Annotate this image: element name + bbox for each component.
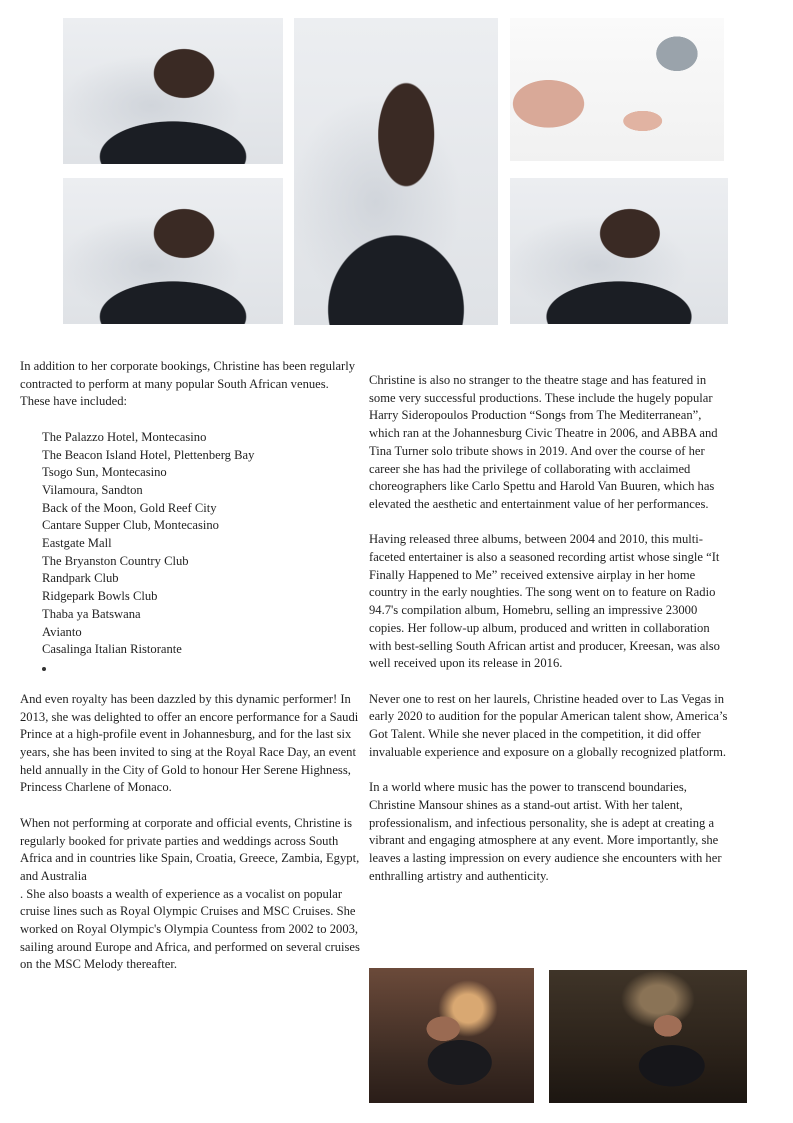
venue-item: Ridgepark Bowls Club [42, 589, 158, 604]
closing-paragraph: In a world where music has the power to transcend boundaries, Christine Mansour shines as a stand-out artist. With her talent, professionalism, and infectious personality, she is adept at creating a vibrant and engaging atmosphere at any event. More importantly, she leaves a lasting impression on every audience she encounters with her enthralling artistry and authenticity. [369, 780, 722, 883]
vegas-paragraph: Never one to rest on her laurels, Christine headed over to Las Vegas in early 2020 to audition for the popular American talent show, America’s Got Talent. While she never placed in the competition, it did offer invaluable experience and exposure on a globally recognized platform. [369, 691, 728, 759]
venue-item: Vilamoura, Sandton [42, 482, 143, 497]
empty-bullet [20, 659, 360, 677]
photo-mid-right [510, 178, 728, 324]
cruise-paragraph: . She also boasts a wealth of experience as a vocalist on popular cruise lines such as Royal Olympic Cruises and MSC Cruises. She worked on Royal Olympic's Olympia Countess from 2002 to 2003, sailing around Europe and Africa, and performed on several cruises on the MSC Melody thereafter. [20, 886, 360, 972]
venue-item: Eastgate Mall [42, 536, 112, 551]
venue-item: Thaba ya Batswana [42, 606, 141, 621]
venue-item: Cantare Supper Club, Montecasino [42, 518, 219, 533]
theatre-paragraph: Christine is also no stranger to the theatre stage and has featured in some very successful productions. These include the hugely popular Harry Sideropoulos Production “Songs from The Mediterranean”, which ran at the Johannesburg Civic Theatre in 2006, and ABBA and Tina Turner solo tribute shows in 2019. And over the course of her career she has had the privilege of collaborating with acclaimed choreographers like Carlo Spettu and Harold Van Buuren, which has elevated the aesthetic and entertainment value of her performances. [369, 373, 718, 511]
venue-item: The Bryanston Country Club [42, 553, 189, 568]
bullet-dot-icon [42, 667, 46, 671]
venue-item: Tsogo Sun, Montecasino [42, 465, 167, 480]
albums-paragraph: Having released three albums, between 2004 and 2010, this multi-faceted entertainer is also a seasoned recording artist whose single “It Finally Happened to Me” received extensive airplay in her home country in the early noughties. The song went on to feature on Radio 94.7's compilation album, Homebru, selling an impressive 23000 copies. Her follow-up album, produced and written in collaboration with best-selling South African artist and producer, Kreesan, was also well received upon its release in 2016. [369, 532, 720, 671]
venues-intro: In addition to her corporate bookings, Christine has been regularly contracted to perform at many popular South African venues. These have included: [20, 359, 356, 409]
photo-center [294, 18, 498, 325]
photo-bottom-right [549, 970, 747, 1103]
venue-item: The Beacon Island Hotel, Plettenberg Bay [42, 447, 255, 462]
venue-item: Randpark Club [42, 571, 119, 586]
right-column [369, 372, 731, 903]
photo-top-left [63, 18, 283, 164]
royalty-paragraph: And even royalty has been dazzled by this dynamic performer! In 2013, she was delighted to offer an encore performance for a Saudi Prince at a high-profile event in Johannesburg, and for the last six years, she has been invited to sing at the Royal Race Day, an event held annually in the City of Gold to honour Her Serene Highness, Princess Charlene of Monaco. [20, 691, 359, 795]
venue-list [20, 429, 360, 659]
photo-mid-left [63, 178, 283, 324]
photo-top-right [510, 18, 724, 161]
left-column [20, 358, 360, 992]
private-events-paragraph: When not performing at corporate and official events, Christine is regularly booked for private parties and weddings across South Africa and in countries like Spain, Croatia, Greece, Zambia, Egypt, and Australia [20, 815, 360, 883]
photo-bottom-left [369, 968, 534, 1103]
venue-item: The Palazzo Hotel, Montecasino [42, 429, 207, 444]
venue-item: Casalinga Italian Ristorante [42, 642, 182, 657]
venue-item: Back of the Moon, Gold Reef City [42, 500, 217, 515]
venue-item: Avianto [42, 624, 82, 639]
